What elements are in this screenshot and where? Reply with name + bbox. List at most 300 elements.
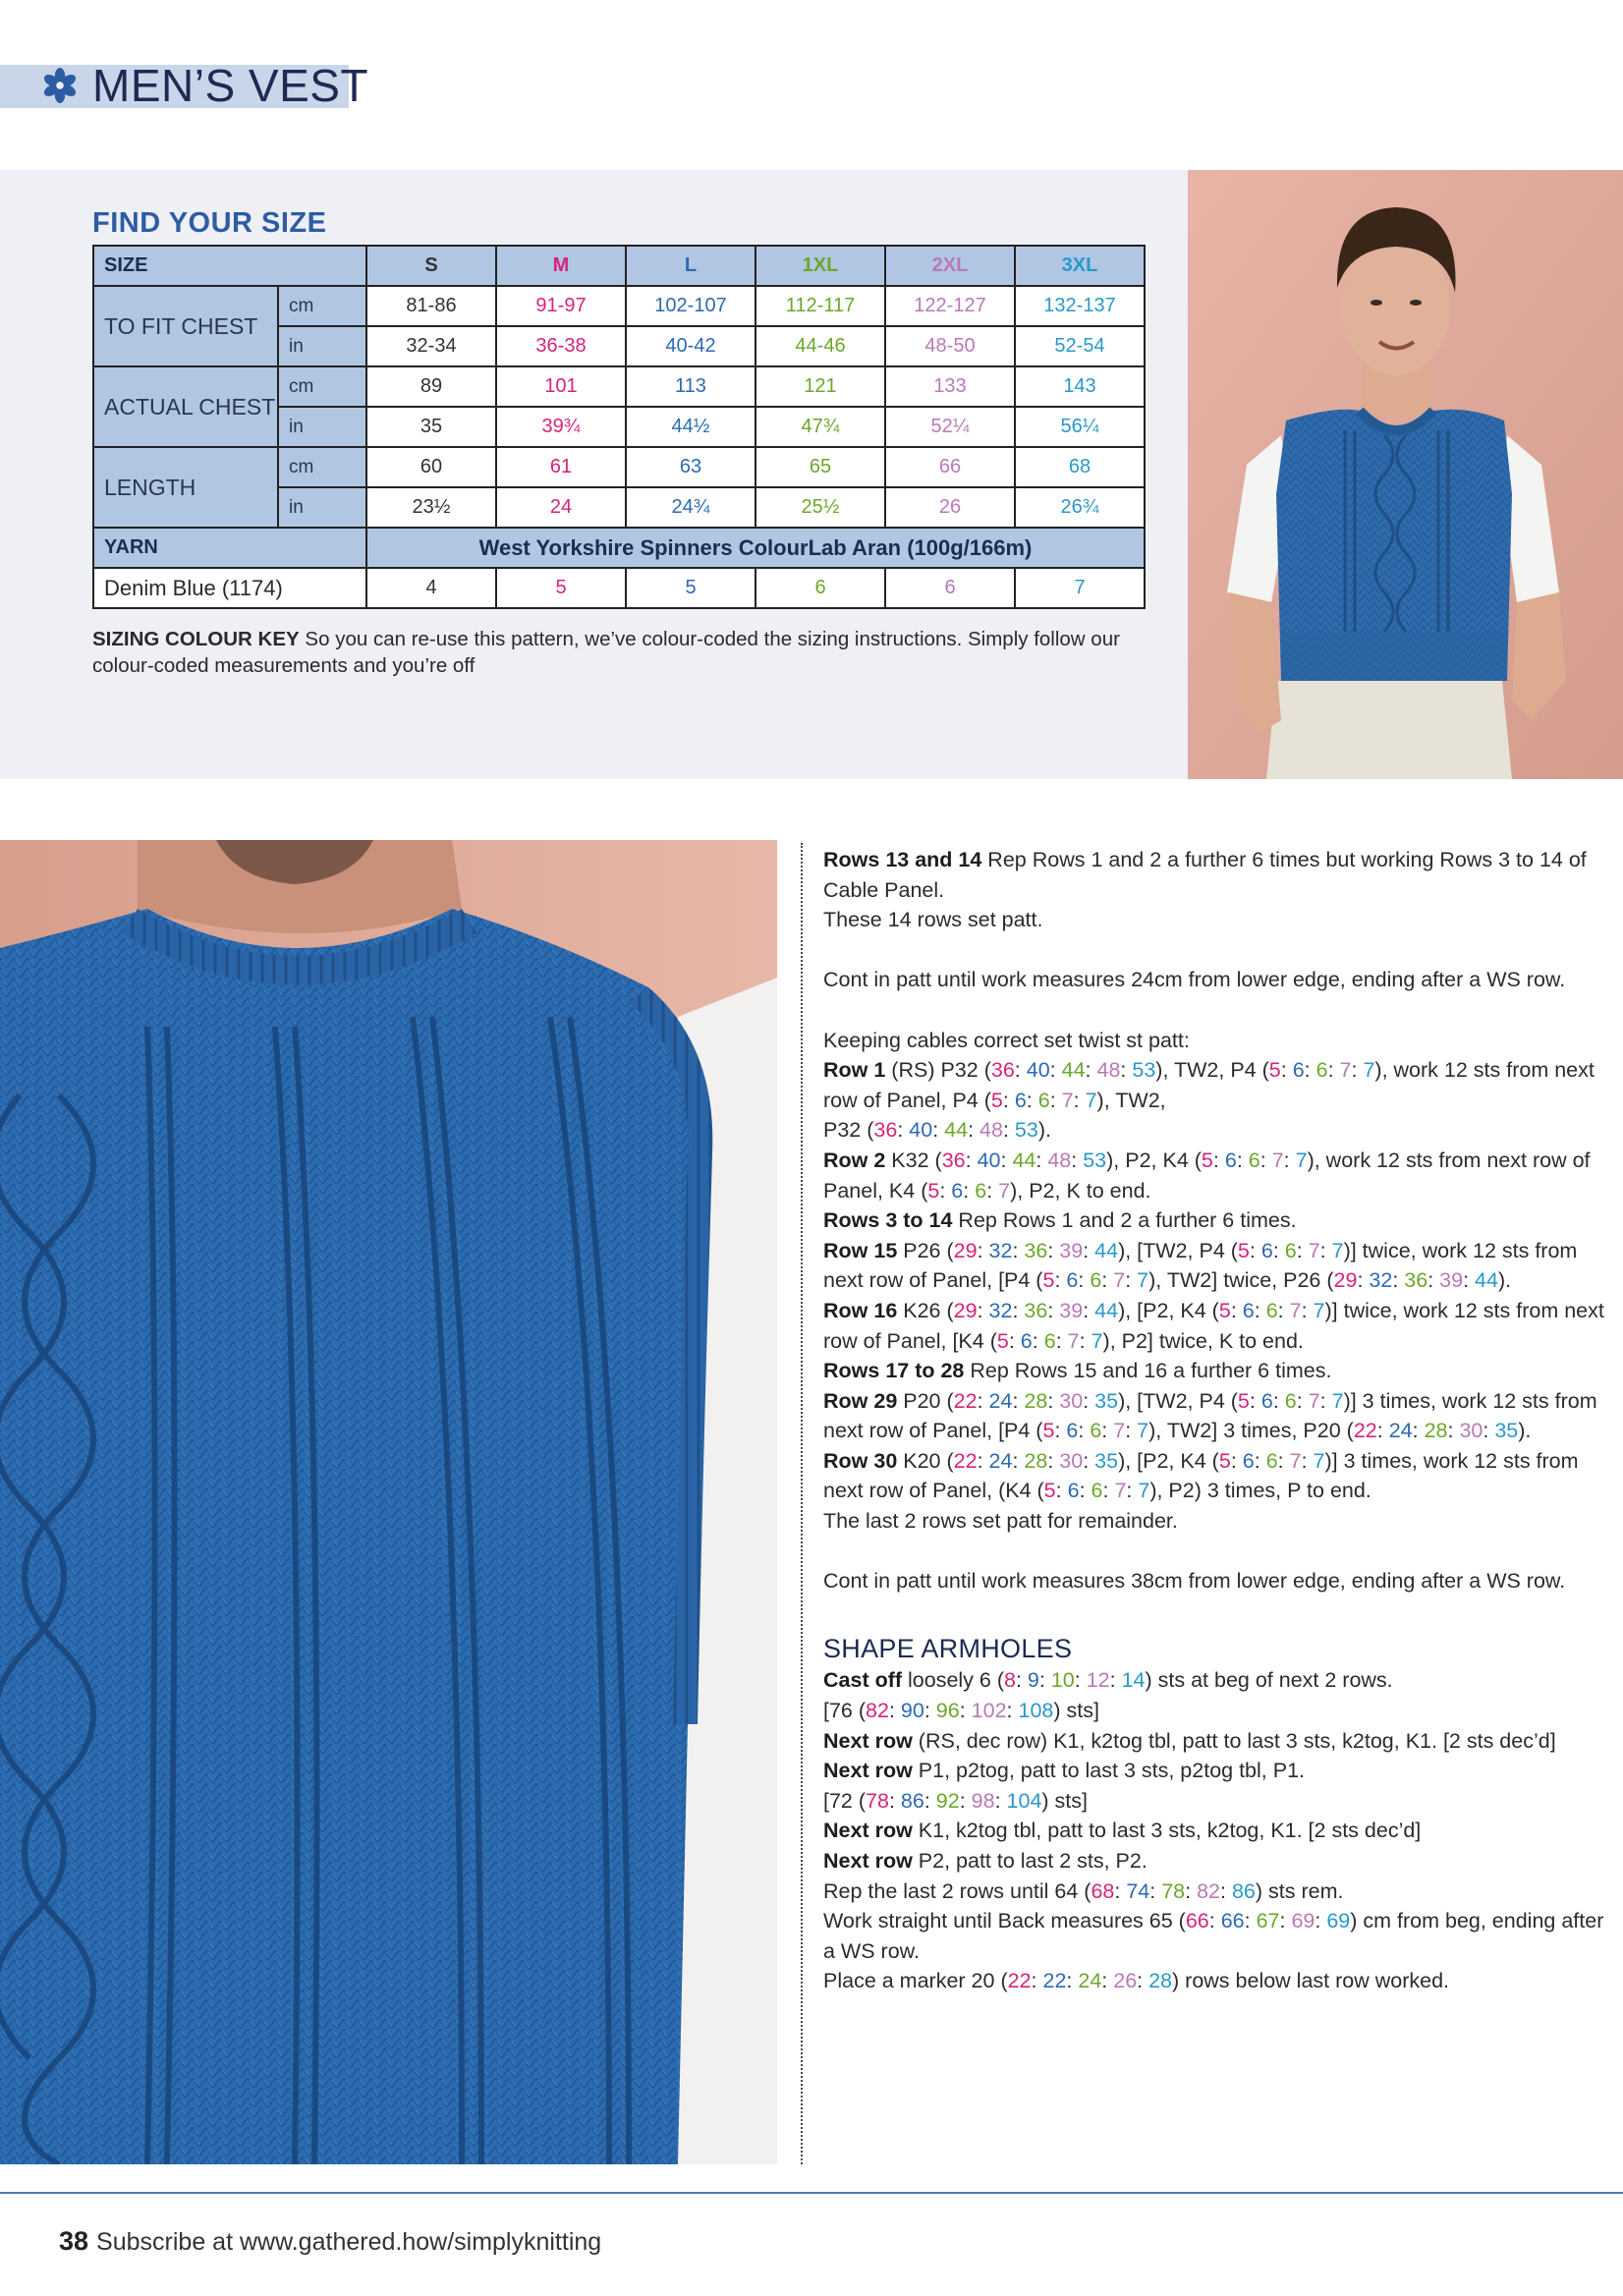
pattern-paragraph <box>823 1665 1609 1696</box>
size-value: 36 <box>1024 1298 1048 1322</box>
text-run: ), work 12 sts from next row of Panel, P4 ( <box>823 1058 1595 1112</box>
row-label: Row 15 <box>823 1238 898 1262</box>
size-value: 35 <box>1494 1419 1519 1443</box>
text-run: : <box>1277 1448 1290 1473</box>
size-value: 29 <box>953 1298 978 1322</box>
size-value: 6 <box>1037 1088 1050 1112</box>
size-value: 7 <box>1289 1298 1302 1322</box>
size-value: 28 <box>1424 1419 1448 1443</box>
size-value: 53 <box>1132 1058 1156 1083</box>
size-value: 29 <box>1333 1268 1358 1293</box>
text-run: : <box>1319 1388 1332 1413</box>
size-value: 92 <box>935 1788 960 1813</box>
text-run: ) sts at beg of next 2 rows. <box>1145 1668 1393 1693</box>
text-run: : <box>1074 1668 1087 1693</box>
row-label: Next row <box>823 1759 913 1783</box>
size-value: 5 <box>1268 1058 1281 1083</box>
size-value: 9 <box>1027 1668 1039 1693</box>
text-run: : <box>1014 1058 1027 1083</box>
size-value: 6 <box>1260 1388 1273 1413</box>
size-value: 7 <box>1289 1448 1302 1473</box>
text-run: : <box>923 1788 936 1813</box>
size-value: 22 <box>953 1448 978 1473</box>
size-value: 7 <box>1271 1148 1284 1172</box>
size-value: 39 <box>1059 1238 1084 1262</box>
size-value: 30 <box>1059 1388 1084 1413</box>
text-run: )] twice, work 12 sts from next row of Panel, [P4 ( <box>823 1238 1578 1293</box>
text-run: ), P2, K to end. <box>1010 1178 1151 1203</box>
size-value: 30 <box>1459 1419 1483 1443</box>
text-run: : <box>1026 1088 1038 1112</box>
size-value: 26 <box>885 487 1015 528</box>
text-run: ). <box>1518 1419 1532 1443</box>
vest-closeup-photo <box>0 840 777 2164</box>
size-value: 24 <box>1388 1419 1413 1443</box>
yarn-colour-name: Denim Blue (1174) <box>93 568 366 608</box>
size-value: 22 <box>953 1388 978 1413</box>
size-value: 14 <box>1121 1668 1146 1693</box>
size-value: 36 <box>990 1058 1015 1083</box>
text-run: ) sts rem. <box>1255 1878 1344 1903</box>
text-run: : <box>1277 1298 1290 1322</box>
text-run: : <box>1078 1268 1091 1293</box>
size-value: 122-127 <box>885 286 1015 326</box>
size-value: 26 <box>1113 1969 1138 1993</box>
text-run: : <box>1101 1419 1114 1443</box>
text-run: : <box>1296 1388 1309 1413</box>
size-value: 39 <box>1059 1298 1084 1322</box>
size-value: 7 <box>1331 1238 1344 1262</box>
size-value: 68 <box>1015 447 1145 487</box>
text-run: Keeping cables correct set twist st patt: <box>823 1028 1190 1052</box>
paragraph-gap <box>823 1537 1609 1567</box>
yarn-quantity: 4 <box>366 568 496 608</box>
text-run: [76 ( <box>823 1699 867 1723</box>
size-value: 10 <box>1050 1668 1075 1693</box>
text-run: : <box>977 1298 989 1322</box>
text-run: Place a marker 20 ( <box>823 1969 1008 1993</box>
size-value: 5 <box>1237 1388 1250 1413</box>
text-run: )] 3 times, work 12 sts from next row of Panel, [P4 ( <box>823 1388 1597 1443</box>
text-run: : <box>1078 1419 1091 1443</box>
text-run: : <box>1000 1148 1013 1172</box>
text-run: : <box>1280 1058 1293 1083</box>
text-run: : <box>932 1118 945 1143</box>
text-run: P32 ( <box>823 1118 874 1143</box>
size-value: 7 <box>1137 1419 1149 1443</box>
text-run: : <box>977 1238 989 1262</box>
size-value: 52¼ <box>885 407 1015 447</box>
size-value: 66 <box>1220 1909 1245 1933</box>
text-run: : <box>1220 1878 1232 1903</box>
footer <box>59 2226 601 2257</box>
size-value: 121 <box>756 366 885 407</box>
unit-label: cm <box>278 366 366 407</box>
text-run: : <box>986 1178 999 1203</box>
text-run: ), P2) 3 times, P to end. <box>1149 1479 1371 1503</box>
page-title: MEN’S VEST <box>92 60 369 111</box>
text-run: : <box>1376 1419 1389 1443</box>
size-value: 6 <box>1265 1298 1278 1322</box>
size-value: 48 <box>1096 1058 1121 1083</box>
size-value: 66 <box>1185 1909 1209 1933</box>
pattern-instructions <box>823 845 1609 1996</box>
pattern-paragraph <box>823 1966 1609 1996</box>
size-value: 44 <box>1061 1058 1086 1083</box>
pattern-paragraph <box>823 1296 1609 1356</box>
text-run: ), TW2] 3 times, P20 ( <box>1148 1419 1354 1443</box>
text-run: : <box>1002 1088 1015 1112</box>
size-value: 5 <box>996 1328 1009 1353</box>
size-value: 35 <box>1094 1388 1119 1413</box>
size-value: 6 <box>1090 1419 1102 1443</box>
size-value: 53 <box>1014 1118 1038 1143</box>
size-value: 91-97 <box>496 286 626 326</box>
text-run: : <box>897 1118 910 1143</box>
size-value: 6 <box>1265 1448 1278 1473</box>
size-value: 7 <box>1085 1088 1097 1112</box>
size-value: 25½ <box>756 487 885 528</box>
size-value: 40 <box>977 1148 1001 1172</box>
size-value: 5 <box>1218 1448 1231 1473</box>
asterisk-icon <box>41 67 79 104</box>
text-run: : <box>1427 1268 1440 1293</box>
subscribe-link[interactable]: Subscribe at www.gathered.how/simplyknitting <box>96 2228 602 2256</box>
row-label: Row 16 <box>823 1298 898 1322</box>
text-run: Cont in patt until work measures 24cm from lower edge, ending after a WS row. <box>823 968 1566 992</box>
size-value: 96 <box>935 1699 960 1723</box>
pattern-paragraph <box>823 1356 1609 1386</box>
yarn-quantity-row <box>93 568 1145 608</box>
unit-label: in <box>278 487 366 528</box>
text-run: ) cm from beg, ending after a WS row. <box>823 1909 1604 1963</box>
unit-label: cm <box>278 447 366 487</box>
text-run: : <box>1137 1969 1149 1993</box>
size-value: 12 <box>1086 1668 1110 1693</box>
size-value: 6 <box>1315 1058 1328 1083</box>
size-value: 6 <box>1292 1058 1305 1083</box>
size-value: 7 <box>1308 1238 1320 1262</box>
text-run: : <box>1185 1878 1198 1903</box>
row-label: LENGTH <box>93 447 278 528</box>
size-value: 6 <box>1224 1148 1237 1172</box>
row-label: TO FIT CHEST <box>93 286 278 366</box>
size-value: 143 <box>1015 366 1145 407</box>
text-run: Work straight until Back measures 65 ( <box>823 1909 1186 1933</box>
size-value: 78 <box>866 1788 889 1813</box>
size-value: 5 <box>927 1178 940 1203</box>
text-run: These 14 rows set patt. <box>823 908 1043 932</box>
text-run: : <box>1049 1088 1062 1112</box>
size-value: 7 <box>1308 1388 1320 1413</box>
pattern-paragraph <box>823 1446 1609 1506</box>
yarn-description: West Yorkshire Spinners ColourLab Aran (100g/166m) <box>366 528 1145 568</box>
pattern-paragraph <box>823 1846 1609 1876</box>
size-value: 30 <box>1059 1448 1084 1473</box>
size-value: 61 <box>496 447 626 487</box>
text-run: : <box>1230 1298 1243 1322</box>
size-value: 60 <box>366 447 496 487</box>
size-value: 86 <box>900 1788 924 1813</box>
text-run: : <box>1357 1268 1370 1293</box>
text-run: : <box>1212 1148 1225 1172</box>
footer-rule <box>0 2192 1623 2194</box>
text-run: : <box>1071 1148 1084 1172</box>
size-value: 67 <box>1256 1909 1280 1933</box>
text-run: ), [P2, K4 ( <box>1118 1298 1219 1322</box>
yarn-quantity: 5 <box>496 568 626 608</box>
row-label: Cast off <box>823 1668 903 1693</box>
size-value: 6 <box>1242 1448 1255 1473</box>
row-label: Row 30 <box>823 1448 898 1473</box>
text-run: : <box>977 1388 989 1413</box>
text-run: : <box>977 1448 989 1473</box>
page-header <box>41 59 368 112</box>
text-run: ), P2] twice, K to end. <box>1102 1328 1304 1353</box>
text-run: Rep the last 2 rows until 64 ( <box>823 1878 1091 1903</box>
size-value: 132-137 <box>1015 286 1145 326</box>
text-run: : <box>1083 1298 1095 1322</box>
size-value: 32 <box>1369 1268 1393 1293</box>
text-run: P1, p2tog, patt to last 3 sts, p2tog tbl, P1. <box>912 1759 1306 1783</box>
text-run: : <box>1055 1328 1068 1353</box>
text-run: ) rows below last row worked. <box>1172 1969 1450 1993</box>
size-value: 6 <box>1284 1238 1297 1262</box>
size-value: 6 <box>951 1178 964 1203</box>
text-run: ), TW2, <box>1096 1088 1166 1112</box>
text-run: : <box>888 1788 901 1813</box>
pattern-paragraph <box>823 1386 1609 1446</box>
text-run: Cont in patt until work measures 38cm from lower edge, ending after a WS row. <box>823 1569 1566 1594</box>
row-label: Next row <box>823 1728 913 1753</box>
size-header-row <box>93 246 1145 286</box>
size-value: 82 <box>866 1699 889 1723</box>
size-value: 48 <box>1047 1148 1072 1172</box>
text-run: : <box>1012 1388 1025 1413</box>
size-1xl: 1XL <box>756 246 885 286</box>
size-value: 39 <box>1439 1268 1464 1293</box>
size-value: 7 <box>1114 1479 1127 1503</box>
size-value: 6 <box>1020 1328 1033 1353</box>
text-run: : <box>1032 1328 1044 1353</box>
text-run: : <box>923 1699 936 1723</box>
pattern-paragraph <box>823 1786 1609 1817</box>
text-run: ), [TW2, P4 ( <box>1118 1238 1238 1262</box>
text-run: : <box>1083 1238 1095 1262</box>
text-run: ), TW2, P4 ( <box>1155 1058 1269 1083</box>
size-value: 36 <box>1024 1238 1048 1262</box>
size-value: 5 <box>1042 1419 1055 1443</box>
text-run: : <box>1296 1238 1309 1262</box>
yarn-quantity: 7 <box>1015 568 1145 608</box>
text-run: : <box>1236 1148 1249 1172</box>
text-run: : <box>1447 1419 1460 1443</box>
text-run: : <box>1319 1238 1332 1262</box>
size-value: 104 <box>1006 1788 1042 1813</box>
text-run: : <box>1073 1088 1086 1112</box>
size-l: L <box>626 246 756 286</box>
size-value: 69 <box>1291 1909 1315 1933</box>
size-value: 7 <box>1113 1268 1126 1293</box>
find-your-size-heading: FIND YOUR SIZE <box>92 207 327 239</box>
yarn-row <box>93 528 1145 568</box>
text-run: : <box>1249 1388 1261 1413</box>
size-value: 74 <box>1126 1878 1150 1903</box>
size-value: 108 <box>1018 1699 1054 1723</box>
pattern-paragraph <box>823 1205 1609 1236</box>
size-value: 5 <box>1201 1148 1213 1172</box>
text-run: : <box>1483 1419 1495 1443</box>
size-value: 6 <box>975 1178 987 1203</box>
size-value: 8 <box>1004 1668 1016 1693</box>
text-run: : <box>1412 1419 1425 1443</box>
text-run: Rep Rows 15 and 16 a further 6 times. <box>964 1359 1332 1383</box>
unit-label: in <box>278 407 366 447</box>
size-value: 48 <box>979 1118 1003 1143</box>
text-run: : <box>1279 1909 1292 1933</box>
size-value: 7 <box>1067 1328 1080 1353</box>
text-run: loosely 6 ( <box>902 1668 1004 1693</box>
text-run: : <box>1120 1058 1133 1083</box>
size-value: 7 <box>1313 1298 1325 1322</box>
size-value: 52-54 <box>1015 326 1145 366</box>
size-value: 6 <box>1066 1268 1079 1293</box>
size-value: 102 <box>971 1699 1007 1723</box>
size-value: 44½ <box>626 407 756 447</box>
text-run: : <box>1125 1268 1138 1293</box>
pattern-paragraph <box>823 965 1609 995</box>
text-run: : <box>1012 1298 1025 1322</box>
size-value: 56¼ <box>1015 407 1145 447</box>
pattern-paragraph <box>823 1816 1609 1846</box>
text-run: : <box>963 1178 976 1203</box>
yarn-quantity: 5 <box>626 568 756 608</box>
text-run: : <box>1304 1058 1316 1083</box>
text-run: : <box>1327 1058 1340 1083</box>
size-value: 24¾ <box>626 487 756 528</box>
size-s: S <box>366 246 496 286</box>
text-run: : <box>1083 1388 1095 1413</box>
text-run: : <box>1301 1298 1314 1322</box>
text-run: ), TW2] twice, P26 ( <box>1148 1268 1334 1293</box>
size-value: 32 <box>988 1298 1013 1322</box>
page-number: 38 <box>59 2226 89 2256</box>
size-value: 32 <box>988 1238 1013 1262</box>
size-value: 44 <box>1094 1238 1119 1262</box>
text-run: [72 ( <box>823 1788 867 1813</box>
size-value: 133 <box>885 366 1015 407</box>
size-value: 24 <box>988 1388 1013 1413</box>
size-value: 82 <box>1197 1878 1221 1903</box>
size-value: 44 <box>1475 1268 1498 1293</box>
size-value: 36 <box>873 1118 898 1143</box>
text-run: : <box>1101 1969 1114 1993</box>
text-run: : <box>1126 1479 1139 1503</box>
size-value: 24 <box>496 487 626 528</box>
text-run: : <box>1259 1148 1272 1172</box>
size-value: 7 <box>1061 1088 1074 1112</box>
size-value: 36 <box>941 1148 966 1172</box>
text-run: : <box>1125 1419 1138 1443</box>
text-run: : <box>1301 1448 1314 1473</box>
size-value: 86 <box>1231 1878 1256 1903</box>
size-value: 63 <box>626 447 756 487</box>
text-run: ). <box>1497 1268 1512 1293</box>
row-label: Next row <box>823 1819 913 1843</box>
text-run: P20 ( <box>897 1388 954 1413</box>
size-value: 6 <box>1043 1328 1056 1353</box>
size-value: 98 <box>971 1788 995 1813</box>
sizing-key-label: SIZING COLOUR KEY <box>92 628 300 650</box>
size-value: 24 <box>1078 1969 1102 1993</box>
size-value: 7 <box>1363 1058 1375 1083</box>
paragraph-gap <box>823 935 1609 966</box>
text-run: : <box>1002 1118 1015 1143</box>
text-run: : <box>1102 1479 1115 1503</box>
row-label: Rows 3 to 14 <box>823 1208 953 1233</box>
size-value: 32-34 <box>366 326 496 366</box>
size-value: 78 <box>1161 1878 1186 1903</box>
size-value: 6 <box>1014 1088 1027 1112</box>
size-value: 47¾ <box>756 407 885 447</box>
size-value: 6 <box>1284 1388 1297 1413</box>
text-run: (RS) P32 ( <box>885 1058 991 1083</box>
row-label: Rows 17 to 28 <box>823 1359 965 1383</box>
text-run: : <box>1012 1238 1025 1262</box>
pattern-paragraph <box>823 1055 1609 1115</box>
size-value: 23½ <box>366 487 496 528</box>
text-run: : <box>1208 1909 1221 1933</box>
size-value: 36-38 <box>496 326 626 366</box>
pattern-paragraph <box>823 1696 1609 1726</box>
column-divider <box>801 843 803 2164</box>
text-run: : <box>1054 1268 1067 1293</box>
size-value: 7 <box>998 1178 1011 1203</box>
size-value: 39¾ <box>496 407 626 447</box>
size-value: 6 <box>1242 1298 1255 1322</box>
text-run: : <box>1015 1668 1028 1693</box>
text-run: ). <box>1037 1118 1051 1143</box>
pattern-paragraph <box>823 1026 1609 1056</box>
text-run: : <box>1272 1388 1285 1413</box>
text-run: : <box>1109 1668 1122 1693</box>
text-run: : <box>1049 1058 1062 1083</box>
size-value: 102-107 <box>626 286 756 326</box>
size-value: 5 <box>990 1088 1003 1112</box>
size-value: 112-117 <box>756 286 885 326</box>
pattern-paragraph <box>823 1726 1609 1757</box>
text-run: : <box>1272 1238 1285 1262</box>
text-run: : <box>1101 1268 1114 1293</box>
size-value: 5 <box>1042 1268 1055 1293</box>
text-run: : <box>939 1178 952 1203</box>
pattern-paragraph <box>823 1756 1609 1786</box>
text-run: : <box>968 1118 980 1143</box>
unit-label: cm <box>278 286 366 326</box>
size-3xl: 3XL <box>1015 246 1145 286</box>
pattern-paragraph <box>823 1906 1609 1966</box>
size-value: 6 <box>1067 1479 1080 1503</box>
row-label: Row 2 <box>823 1148 886 1172</box>
size-value: 101 <box>496 366 626 407</box>
text-run: : <box>1006 1699 1019 1723</box>
size-value: 7 <box>1138 1479 1150 1503</box>
text-run: : <box>1031 1969 1043 1993</box>
paragraph-gap <box>823 995 1609 1026</box>
size-m: M <box>496 246 626 286</box>
text-run: : <box>1055 1479 1068 1503</box>
yarn-label: YARN <box>93 528 366 568</box>
